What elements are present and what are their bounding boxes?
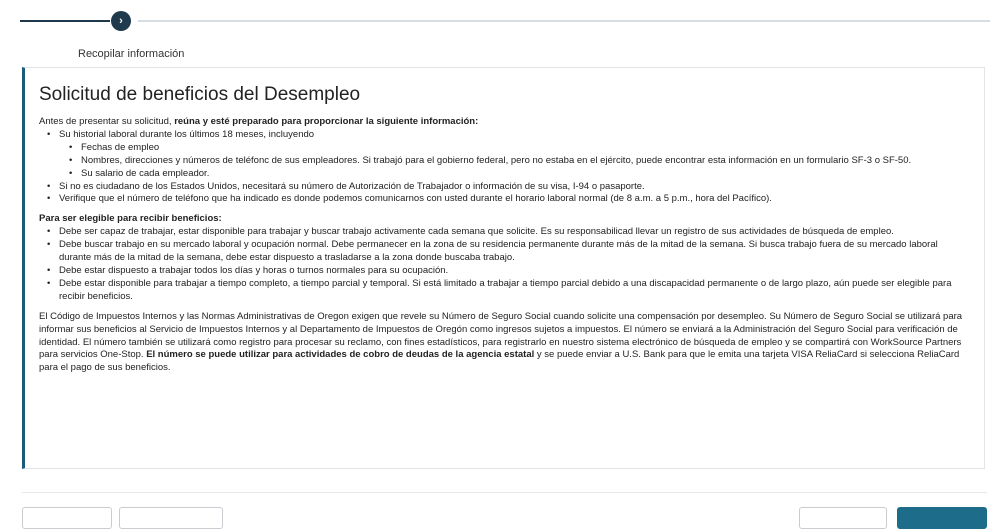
list-item: • Debe estar dispuesto a trabajar todos los días y horas o turnos normales para su ocupación.	[59, 265, 972, 278]
secondary-button[interactable]	[119, 507, 223, 529]
eligibility-heading: Para ser elegible para recibir beneficios:	[39, 213, 222, 225]
progress-stepper	[20, 10, 990, 60]
stepper-line-completed	[20, 20, 110, 22]
footer-divider	[22, 492, 987, 493]
history-sublist	[59, 142, 972, 181]
list-item: • Fechas de empleo	[81, 142, 972, 155]
back-button[interactable]	[22, 507, 112, 529]
list-item: • Debe estar disponible para trabajar a tiempo completo, a tiempo parcial y temporal. Si está limitado a trabajar a tiempo parcial debido a una discapacidad permanente o de largo plazo, aún puede ser elegible para recibir beneficios.	[59, 278, 972, 304]
list-item: • Debe ser capaz de trabajar, estar disponible para trabajar y buscar trabajo activamente cada semana que solicite. Es su responsabilicad llevar un registro de sus actividades de búsqueda de empleo.	[59, 226, 972, 239]
stepper-line-remaining	[138, 20, 990, 22]
list-item: • Su salario de cada empleador.	[81, 168, 972, 181]
eligibility-list	[39, 226, 972, 303]
ssn-disclosure-text: El Código de Impuestos Internos y las Normas Administrativas de Oregon exigen que revele su Número de Seguro Social cuando solicite una compensación por desempleo. Su Número de Seguro Social se utilizará para informar sus beneficios al Servicio de Impuestos Internos y al Departamento de Impuestos de Oregón como ingresos sujetos a impuestos. El número se enviará a la Administración del Seguro Social para verificación de identidad. El número también se utilizará como registro para procesar su reclamo, con fines estadísticos, para registrarlo en nuestro sistema electrónico de búsqueda de empleo y se compartirá con WorkSource Partners para servicios One-Stop. El número se puede utilizar para actividades de cobro de deudas de la agencia estatal y se puede enviar a U.S. Bank para que le emita una tarjeta VISA ReliaCard si selecciona ReliaCard para el pago de sus beneficios.	[39, 310, 963, 374]
list-item: • Si no es ciudadano de los Estados Unidos, necesitará su número de Autorización de Trabajador o información de su visa, I-94 o pasaporte.	[59, 181, 972, 194]
tertiary-button[interactable]	[799, 507, 887, 529]
current-step-indicator	[111, 11, 131, 31]
chevron-right-icon: ›	[119, 14, 123, 27]
list-item: • Su historial laboral durante los últimos 18 meses, incluyendo • Fechas de empleo • Nombres, direcciones y números de teléfonc de sus empleadores. Si trabajó para el gobierno federal, pero no estaba en el ejército, puede encontrar esta información en un formulario SF-3 o SF-50. • Su salario de cada empleador.	[59, 129, 972, 181]
list-item: • Verifique que el número de teléfono que ha indicado es donde podemos comunicarnos con usted durante el horario laboral normal (de 8 a.m. a 5 p.m., hora del Pacífico).	[59, 193, 972, 206]
next-button[interactable]	[897, 507, 987, 529]
list-item: • Debe buscar trabajo en su mercado laboral y ocupación normal. Debe permanecer en la zona de su residencia permanente durante más de la mitad de la semana. Si busca trabajo fuera de su mercado laboral durante más de la mitad de la semana, debe estar dispuesto a trasladarse a la zona donde buscaba trabajo.	[59, 239, 972, 265]
step-label-current: Recopilar información	[78, 48, 185, 60]
info-panel	[22, 67, 985, 469]
intro-text: Antes de presentar su solicitud, reúna y esté preparado para proporcionar la siguiente información:	[39, 116, 479, 127]
page-title: Solicitud de beneficios del Desempleo	[39, 84, 361, 105]
list-item: • Nombres, direcciones y números de teléfonc de sus empleadores. Si trabajó para el gobierno federal, pero no estaba en el ejército, puede encontrar esta información en un formulario SF-3 o SF-50.	[81, 155, 972, 168]
required-info-list	[39, 129, 972, 206]
